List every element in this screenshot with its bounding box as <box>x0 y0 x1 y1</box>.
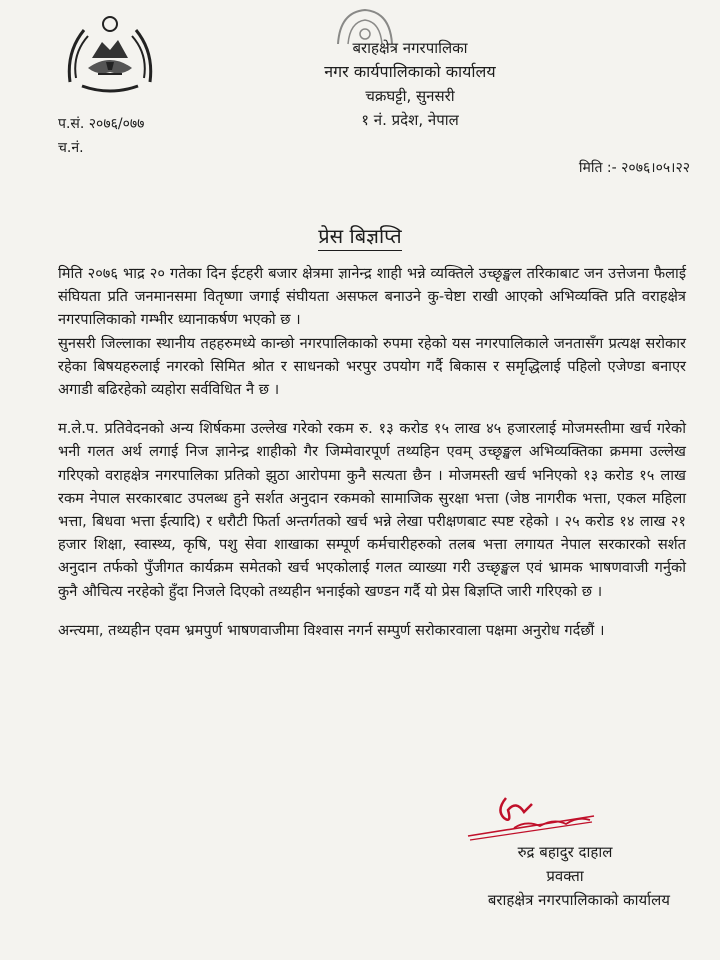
document-title: प्रेस बिज्ञप्ति <box>318 224 401 251</box>
province: १ नं. प्रदेश, नेपाल <box>361 111 459 129</box>
signatory-name: रुद्र बहादुर दाहाल <box>517 843 613 861</box>
dispatch-number: च.नं. <box>58 140 84 156</box>
reference-number: प.सं. २०७६/०७७ <box>58 116 145 132</box>
office-name: नगर कार्यपालिकाको कार्यालय <box>324 62 496 81</box>
signatory-office: बराहक्षेत्र नगरपालिकाको कार्यालय <box>487 891 670 909</box>
letter-body <box>58 262 686 642</box>
body-paragraph: अन्त्यमा, तथ्यहीन एवम भ्रमपुर्ण भाषणवाजीमा विश्वास नगर्न सम्पुर्ण सरोकारवाला पक्षमा अनुरोध गर्दछौं । <box>58 621 605 639</box>
signature-block <box>420 840 710 912</box>
reference-block <box>58 112 144 160</box>
organization-header <box>260 36 560 132</box>
document-title-wrap <box>0 222 720 249</box>
signatory-designation: प्रवक्ता <box>546 867 584 885</box>
letter-date: मिति :- २०७६।०५।२२ <box>578 160 690 176</box>
nepal-emblem-icon <box>62 12 158 96</box>
body-paragraph: सुनसरी जिल्लाका स्थानीय तहहरुमध्ये कान्छो नगरपालिकाको रुपमा रहेको यस नगरपालिकाले जनतासँग प्रत्यक्ष सरोकार रहेका बिषयहरुलाई नगरको सिमित श्रोत र साधनको भरपुर उपयोग गर्दै बिकास र समृद्धिलाई पहिलो एजेण्डा बनाएर अगाडी बढिरहेको व्यहोरा सर्वविधित नै छ । <box>58 334 686 399</box>
office-location: चक्रघट्टी, सुनसरी <box>365 87 455 105</box>
municipality-name: बराहक्षेत्र नगरपालिका <box>352 39 468 57</box>
handwritten-signature <box>466 790 596 842</box>
body-paragraph: म.ले.प. प्रतिवेदनको अन्य शिर्षकमा उल्लेख गरेको रकम रु. १३ करोड १५ लाख ४५ हजारलाई मोजमस्तीमा खर्च गरेको भनी गलत अर्थ लगाई निज ज्ञानेन्द्र शाहीको गैर जिम्मेवारपूर्ण तथ्यहिन एवम् उच्छृङ्खल अभिव्यक्तिका क्रममा उल्लेख गरिएको वराहक्षेत्र नगरपालिका प्रतिको झुठा आरोपमा कुनै सत्यता छैन । मोजमस्ती खर्च भनिएको १३ करोड १५ लाख रकम नेपाल सरकारबाट उपलब्ध हुने सर्शत अनुदान रकमको सामाजिक सुरक्षा भत्ता (जेष्ठ नागरीक भत्ता, एकल महिला भत्ता, बिधवा भत्ता ईत्यादि) र धरौटी फिर्ता अन्तर्गतको खर्च भन्ने लेखा परीक्षणबाट स्पष्ट रहेको । २५ करोड १४ लाख २१ हजार शिक्षा, स्वास्थ्य, कृषि, पशु सेवा शाखाका सम्पूर्ण कर्मचारीहरुको तलब भत्ता लगायत नेपाल सरकारको सर्शत अनुदान तर्फको पुँजीगत कार्यक्रम समेतको खर्च भएकोलाई गलत व्याख्या गरी उच्छृङ्खल एवं भ्रामक भाषणवाजी गर्नुको कुनै औचित्य नरहेको हुँदा निजले दिएको तथ्यहीन भनाईको खण्डन गर्दै यो प्रेस बिज्ञप्ति जारी गरिएको छ । <box>58 420 686 600</box>
body-paragraph: मिति २०७६ भाद्र २० गतेका दिन ईटहरी बजार क्षेत्रमा ज्ञानेन्द्र शाही भन्ने व्यक्तिले उच्छृङ्खल तरिकाबाट जन उत्तेजना फैलाई संघियता प्रति जनमानसमा वितृष्णा जगाई संघीयता असफल बनाउने कु-चेष्टा राखी आएको अभिव्यक्ति प्रति वराहक्षेत्र नगरपालिकाको गम्भीर ध्यानाकर्षण भएको छ । <box>58 265 686 329</box>
